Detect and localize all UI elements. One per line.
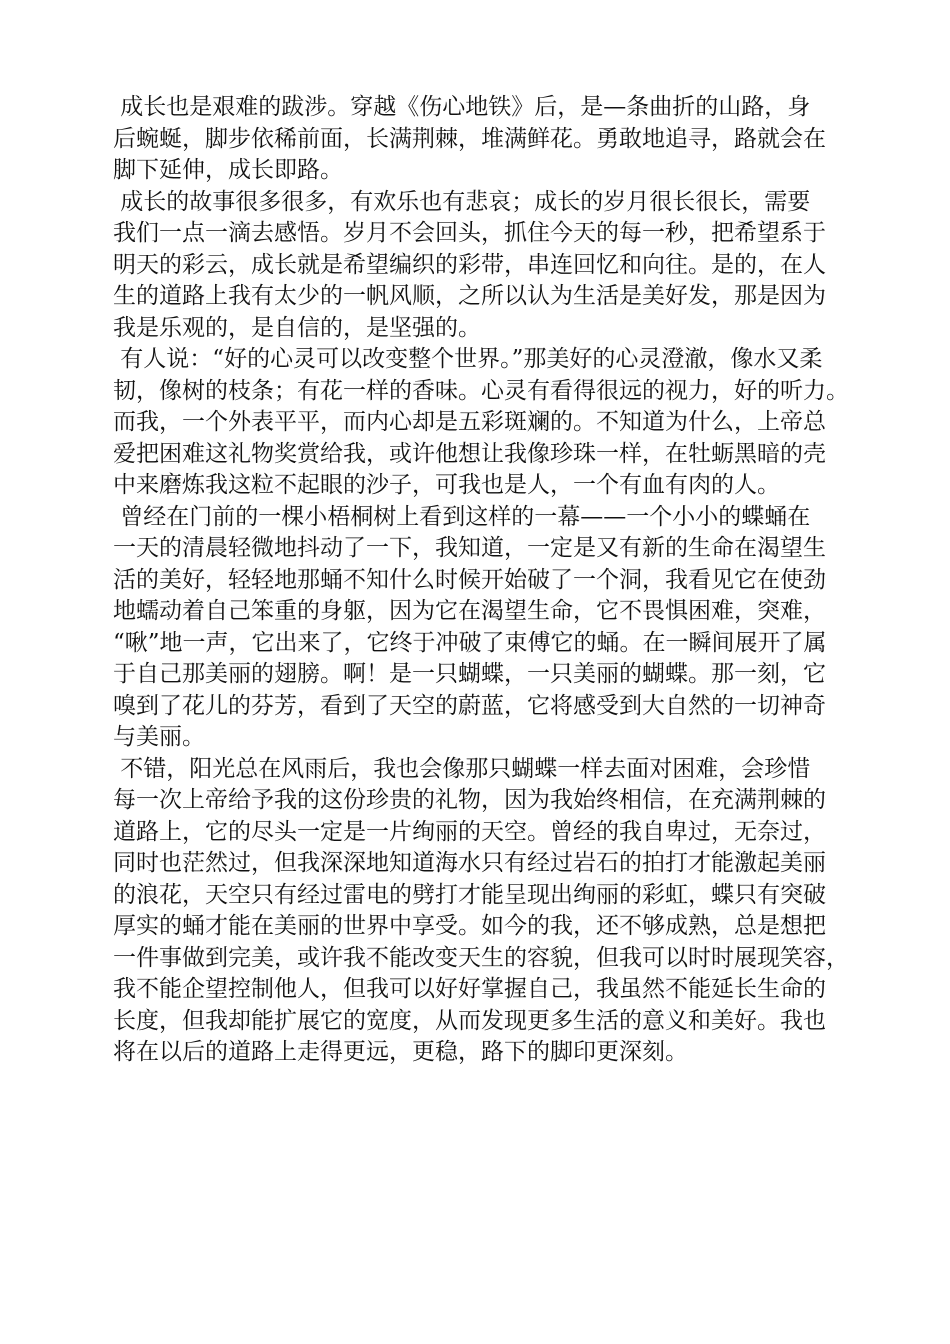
text-line: 脚下延伸，成长即路。 bbox=[113, 157, 343, 183]
text-line: 明天的彩云，成长就是希望编织的彩带，串连回忆和向往。是的，在人 bbox=[113, 251, 826, 278]
text-line: 有人说：“好的心灵可以改变整个世界。”那美好的心灵澄澈，像水又柔 bbox=[113, 346, 823, 372]
text-line: 而我，一个外表平平，而内心却是五彩斑斓的。不知道为什么，上帝总 bbox=[113, 409, 826, 435]
text-line: 厚实的蛹才能在美丽的世界中享受。如今的我，还不够成熟，总是想把 bbox=[113, 913, 826, 939]
text-line: 中来磨炼我这粒不起眼的沙子，可我也是人，一个有血有肉的人。 bbox=[113, 472, 780, 498]
text-line: 一天的清晨轻微地抖动了一下，我知道，一定是又有新的生命在渴望生 bbox=[113, 535, 826, 561]
text-line: 韧，像树的枝条；有花一样的香味。心灵有看得很远的视力，好的听力。 bbox=[113, 377, 849, 404]
text-line: “啾”地一声，它出来了，它终于冲破了束傅它的蛹。在一瞬间展开了属 bbox=[113, 629, 827, 656]
text-line: 爱把困难这礼物奖赏给我，或许他想让我像珍珠一样，在牡蛎黑暗的壳 bbox=[113, 440, 826, 467]
text-line: 嗅到了花儿的芬芳，看到了天空的蔚蓝，它将感受到大自然的一切神奇 bbox=[113, 692, 826, 719]
text-line: 活的美好，轻轻地那蛹不知什么时候开始破了一个洞，我看见它在使劲 bbox=[113, 566, 826, 593]
text-line: 道路上，它的尽头一定是一片绚丽的天空。曾经的我自卑过，无奈过， bbox=[113, 818, 826, 845]
text-line: 不错，阳光总在风雨后，我也会像那只蝴蝶一样去面对困难，会珍惜 bbox=[113, 755, 811, 782]
text-line: 成长的故事很多很多，有欢乐也有悲哀；成长的岁月很长很长，需要 bbox=[113, 188, 811, 215]
text-line: 一件事做到完美，或许我不能改变天生的容貌，但我可以时时展现笑容， bbox=[113, 944, 849, 971]
text-line: 长度，但我却能扩展它的宽度，从而发现更多生活的意义和美好。我也 bbox=[113, 1007, 826, 1034]
text-line: 每一次上帝给予我的这份珍贵的礼物，因为我始终相信，在充满荆棘的 bbox=[113, 787, 826, 813]
text-line: 于自己那美丽的翅膀。啊！是一只蝴蝶，一只美丽的蝴蝶。那一刻，它 bbox=[113, 661, 826, 687]
text-line: 地蠕动着自己笨重的身躯，因为它在渴望生命，它不畏惧困难，突难， bbox=[113, 598, 826, 624]
text-line: 我们一点一滴去感悟。岁月不会回头，抓住今天的每一秒，把希望系于 bbox=[113, 220, 826, 246]
text-line: 我不能企望控制他人，但我可以好好掌握自己，我虽然不能延长生命的 bbox=[113, 976, 826, 1002]
text-line: 后蜿蜒，脚步依稀前面，长满荆棘，堆满鲜花。勇敢地追寻，路就会在 bbox=[113, 125, 826, 152]
text-line: 成长也是艰难的跋涉。穿越《伤心地铁》后，是—条曲折的山路，身 bbox=[113, 94, 811, 120]
text-line: 的浪花，天空只有经过雷电的劈打才能呈现出绚丽的彩虹，蝶只有突破 bbox=[113, 881, 826, 908]
text-line: 我是乐观的，是自信的，是坚强的。 bbox=[113, 314, 481, 341]
text-line: 同时也茫然过，但我深深地知道海水只有经过岩石的拍打才能激起美丽 bbox=[113, 850, 826, 876]
essay-body bbox=[113, 92, 853, 1069]
text-line: 与美丽。 bbox=[113, 724, 205, 750]
text-line: 将在以后的道路上走得更远，更稳，路下的脚印更深刻。 bbox=[113, 1039, 688, 1065]
text-line: 曾经在门前的一棵小梧桐树上看到这样的一幕——一个小小的蝶蛹在 bbox=[113, 503, 811, 530]
text-line: 生的道路上我有太少的一帆风顺，之所以认为生活是美好发，那是因为 bbox=[113, 283, 826, 309]
